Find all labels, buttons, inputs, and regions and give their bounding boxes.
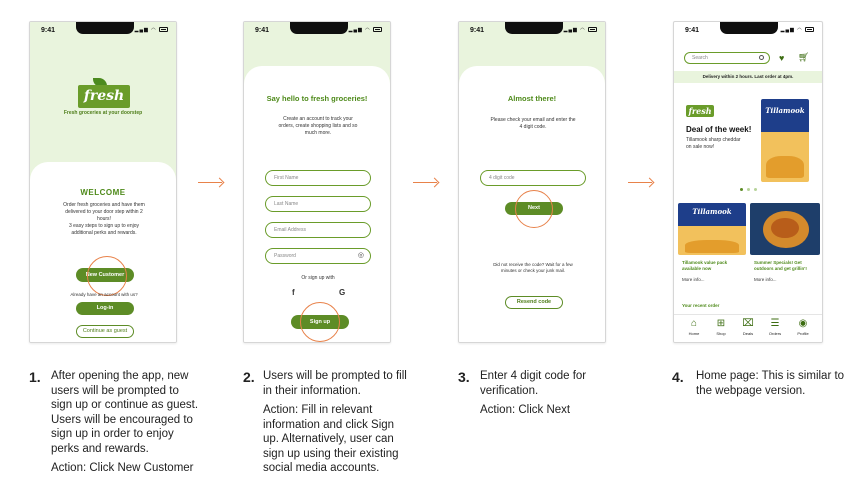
step-3-action: Action: Click Next <box>480 404 571 416</box>
fresh-logo <box>78 85 130 108</box>
login-button[interactable]: Log-in <box>76 302 134 315</box>
tab-label: Profile <box>797 331 809 336</box>
status-icons: ▂▄▆ ◠ <box>135 27 168 33</box>
arrow-icon <box>198 182 222 183</box>
step-number: 4. <box>672 369 684 385</box>
last-name-field[interactable]: Last Name <box>265 196 371 212</box>
home-icon: ⌂ <box>690 318 698 329</box>
package-brand: Tillamook <box>692 207 732 217</box>
tile-caption-1[interactable]: Tillamook value pack available now <box>682 260 728 271</box>
arrow-icon <box>628 182 652 183</box>
tab-label: Orders <box>768 331 782 336</box>
status-bar <box>459 22 605 38</box>
google-icon[interactable]: G <box>339 288 346 297</box>
step-number: 1. <box>29 369 41 385</box>
step-1-description <box>51 369 203 481</box>
steps-note: 3 easy steps to sign up to enjoy additional perks and rewards. <box>68 223 140 236</box>
welcome-title: WELCOME <box>80 188 126 197</box>
arrow-icon <box>413 182 437 183</box>
status-time: 9:41 <box>255 27 270 34</box>
verify-title: Almost there! <box>507 94 557 103</box>
carousel-indicator <box>674 188 822 191</box>
next-button[interactable]: Next <box>505 202 563 215</box>
signup-title: Say hello to fresh groceries! <box>266 94 368 103</box>
logo-text: fresh <box>83 88 125 104</box>
list-icon: ☰ <box>770 318 780 329</box>
deal-subtitle: Tillamook sharp cheddar on sale now! <box>686 137 741 150</box>
profile-icon: ◉ <box>798 318 808 329</box>
notch <box>505 22 563 34</box>
delivery-banner: Delivery within 2 hours. Last order at 4pm. <box>674 71 822 83</box>
status-bar <box>30 22 176 38</box>
tab-label: Deals <box>742 331 754 336</box>
status-icons: ▂▄▆ ◠ <box>564 27 597 33</box>
phone-screen-home <box>673 21 823 343</box>
signup-button[interactable]: Sign up <box>291 315 349 329</box>
eye-off-icon[interactable]: ◎ <box>357 252 364 259</box>
search-input[interactable] <box>684 52 770 64</box>
status-time: 9:41 <box>685 27 700 34</box>
status-bar <box>674 22 822 38</box>
tab-shop[interactable] <box>709 318 733 336</box>
notch <box>76 22 134 34</box>
tile-caption-2[interactable]: Summer Specials! Get outdoors and get grillin'! <box>754 260 807 271</box>
email-field[interactable]: Email Address <box>265 222 371 238</box>
password-placeholder: Password <box>274 253 296 259</box>
search-placeholder: Search <box>692 55 708 61</box>
resend-code-button[interactable]: Resend code <box>505 296 563 309</box>
phone-screen-signup <box>243 21 391 343</box>
tab-home[interactable] <box>682 318 706 336</box>
code-field[interactable]: 4 digit code <box>480 170 586 186</box>
status-bar <box>244 22 390 38</box>
welcome-intro: Order fresh groceries and have them delivered to your door step within 2 hours! <box>63 202 145 222</box>
package-brand: Tillamook <box>765 105 805 115</box>
bottom-tab-bar <box>674 314 822 342</box>
cart-icon[interactable]: 🛒︎ <box>798 52 810 62</box>
welcome-card <box>30 162 176 342</box>
tag-icon: ⌧ <box>742 318 754 329</box>
status-time: 9:41 <box>41 27 56 34</box>
status-icons: ▂▄▆ ◠ <box>349 27 382 33</box>
signup-subtitle: Create an account to track your orders, create shopping lists and so much more. <box>278 116 358 136</box>
step-number: 2. <box>243 369 255 385</box>
more-info-link[interactable]: More info... <box>682 277 705 282</box>
notch <box>290 22 348 34</box>
new-customer-button[interactable]: New Customer <box>76 268 134 282</box>
notch <box>720 22 778 34</box>
verify-card <box>459 66 605 342</box>
recent-order-title: Your recent order <box>682 303 720 308</box>
status-time: 9:41 <box>470 27 485 34</box>
tab-profile[interactable] <box>791 318 815 336</box>
tagline: Fresh groceries at your doorstep <box>63 110 143 116</box>
signup-card <box>244 66 390 342</box>
facebook-icon[interactable]: f <box>292 288 295 297</box>
step-2-description <box>263 369 409 481</box>
phone-screen-verify <box>458 21 606 343</box>
tab-label: Home <box>688 331 700 336</box>
phone-screen-welcome <box>29 21 177 343</box>
have-account-text: Already have an account with us? <box>70 292 138 297</box>
tab-label: Shop <box>716 331 726 336</box>
step-2-text: Users will be prompted to fill in their information. <box>263 370 407 397</box>
grid-icon: ⊞ <box>716 318 726 329</box>
not-received-text: Did not receive the code? Wait for a few minutes or check your junk mail. <box>493 262 573 273</box>
deal-title: Deal of the week! <box>686 125 752 134</box>
cheese-package-image[interactable] <box>761 99 809 182</box>
tab-deals[interactable] <box>736 318 760 336</box>
status-icons: ▂▄▆ ◠ <box>781 27 814 33</box>
or-signup-text: Or sign up with <box>301 275 335 281</box>
step-3-text: Enter 4 digit code for verification. <box>480 370 587 397</box>
fresh-logo: fresh <box>686 105 714 117</box>
step-4-description <box>696 369 846 403</box>
step-2-action: Action: Fill in relevant information and click Sign up. Alternatively, user can sign up using their existing social media accounts. <box>263 404 399 474</box>
more-info-link[interactable]: More info... <box>754 277 777 282</box>
verify-subtitle: Please check your email and enter the 4 digit code. <box>490 117 576 130</box>
guest-button[interactable]: Continue as guest <box>76 325 134 338</box>
step-1-text: After opening the app, new users will be prompted to sign up or continue as guest. Users will be encouraged to sign up in order to enjoy perks and rewards. <box>51 370 199 455</box>
value-pack-image[interactable] <box>678 203 746 255</box>
heart-icon[interactable]: ♥ <box>779 53 785 63</box>
search-icon[interactable] <box>759 55 764 60</box>
first-name-field[interactable]: First Name <box>265 170 371 186</box>
casserole-image[interactable] <box>750 203 820 255</box>
tab-orders[interactable] <box>763 318 787 336</box>
step-1-action: Action: Click New Customer <box>51 462 194 474</box>
password-field[interactable] <box>265 248 371 264</box>
step-3-description <box>480 369 620 423</box>
step-number: 3. <box>458 369 470 385</box>
step-4-text: Home page: This is similar to the webpage version. <box>696 370 845 397</box>
